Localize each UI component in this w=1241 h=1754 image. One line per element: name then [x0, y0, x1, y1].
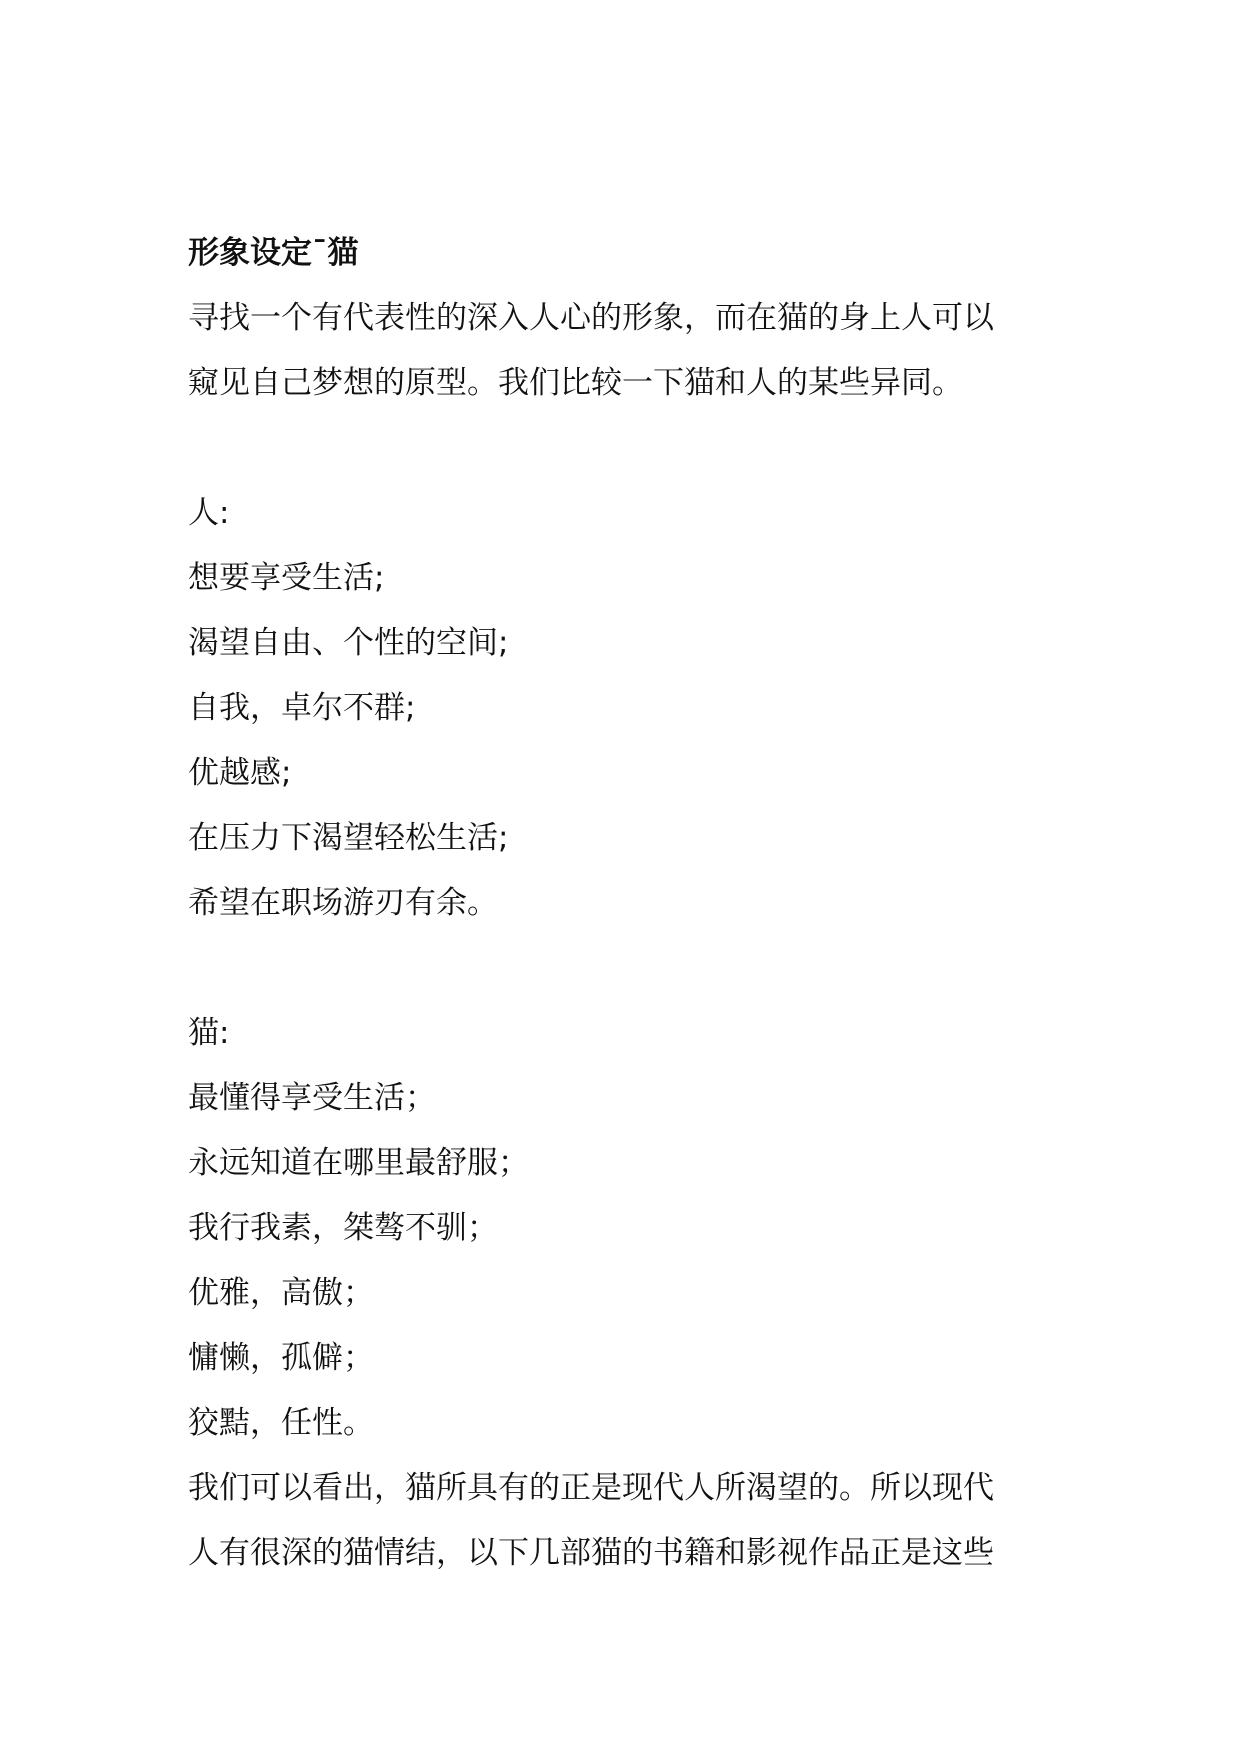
human-item: 渴望自由、个性的空间;: [188, 625, 509, 661]
human-heading: 人:: [188, 495, 230, 531]
cat-item: 优雅，高傲；: [188, 1275, 374, 1311]
human-item: 想要享受生活;: [188, 560, 385, 596]
cat-item: 我行我素，桀骜不驯；: [188, 1210, 498, 1246]
blank-line: [188, 416, 1068, 481]
document-page: [188, 220, 1068, 1586]
cat-item: 最懂得享受生活；: [188, 1080, 436, 1116]
cat-item: 永远知道在哪里最舒服；: [188, 1145, 529, 1181]
conclusion-line-2: 人有很深的猫情结，以下几部猫的书籍和影视作品正是这些: [188, 1535, 994, 1571]
human-item: 在压力下渴望轻松生活;: [188, 820, 509, 856]
human-item: 优越感;: [188, 755, 292, 791]
section-title: 形象设定¯猫: [188, 235, 359, 271]
blank-line: [188, 936, 1068, 1001]
cat-item: 慵懒，孤僻；: [188, 1340, 374, 1376]
intro-line-1: 寻找一个有代表性的深入人心的形象，而在猫的身上人可以: [188, 300, 994, 336]
cat-heading: 猫:: [188, 1015, 230, 1051]
human-item: 自我，卓尔不群;: [188, 690, 416, 726]
cat-item: 狡黠，任性。: [188, 1405, 374, 1441]
conclusion-line-1: 我们可以看出，猫所具有的正是现代人所渴望的。所以现代: [188, 1470, 994, 1506]
intro-line-2: 窥见自己梦想的原型。我们比较一下猫和人的某些异同。: [188, 365, 963, 401]
human-item: 希望在职场游刃有余。: [188, 885, 498, 921]
